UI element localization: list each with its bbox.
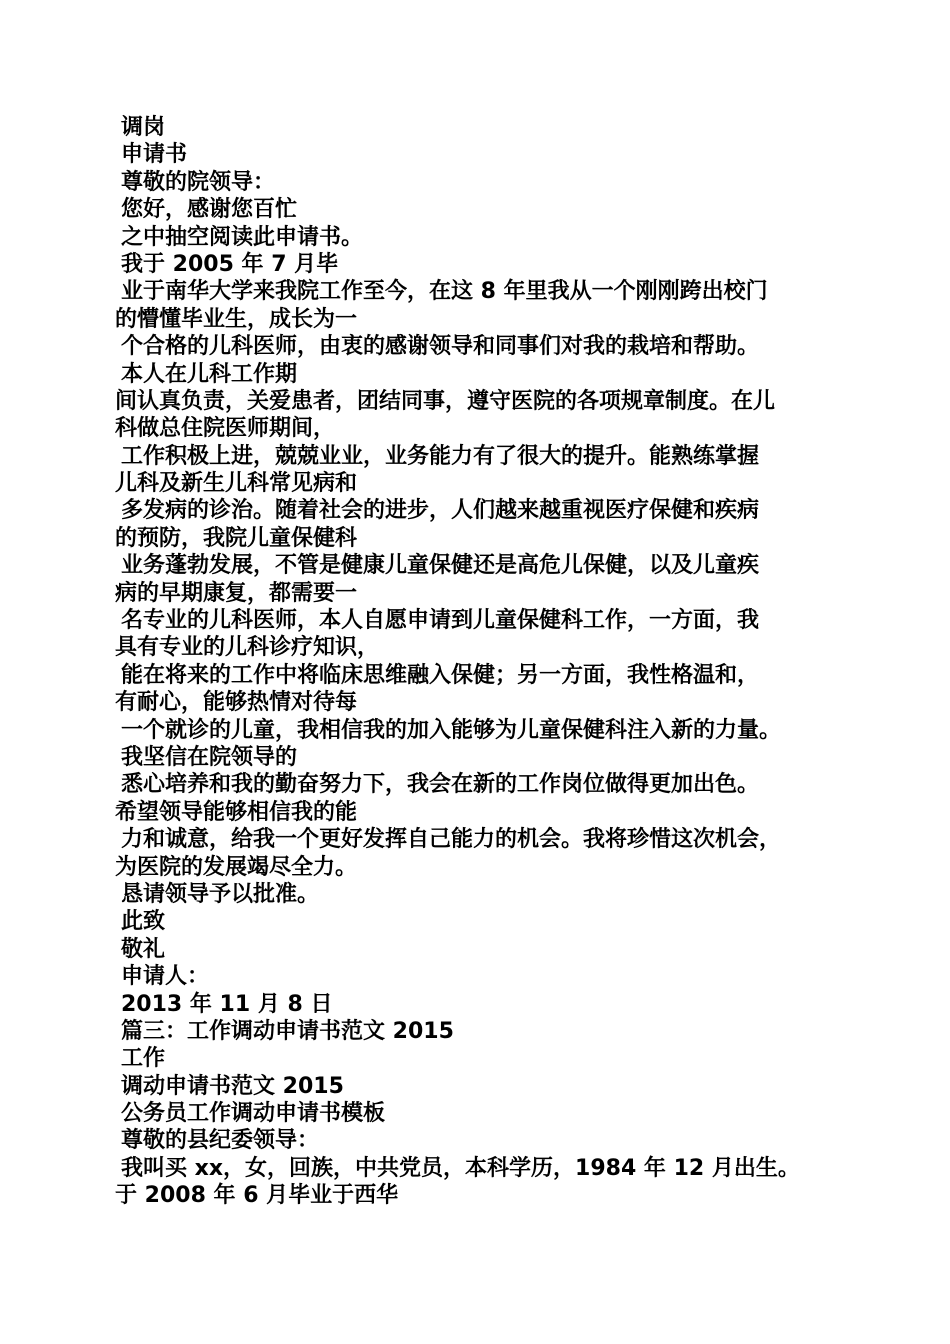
document-line: 我坚信在院领导的 — [121, 744, 298, 770]
document-line: 调岗 — [121, 115, 166, 140]
document-line: 一个就诊的儿童，我相信我的加入能够为儿童保健科注入新的力量。 — [121, 717, 782, 743]
document-line: 恳请领导予以批准。 — [121, 881, 320, 907]
document-line: 个合格的儿科医师，由衷的感谢领导和同事们对我的栽培和帮助。 — [121, 334, 760, 360]
document-line: 篇三：工作调动申请书范文 2015 — [121, 1018, 454, 1044]
document-line: 我于 2005 年 7 月毕 — [121, 251, 339, 277]
document-line: 能在将来的工作中将临床思维融入保健；另一方面，我性格温和， — [121, 662, 760, 688]
document-line: 本人在儿科工作期 — [121, 361, 298, 387]
document-line: 您好，感谢您百忙 — [121, 197, 298, 223]
document-line: 希望领导能够相信我的能 — [115, 799, 358, 825]
document-line: 公务员工作调动申请书模板 — [121, 1101, 386, 1127]
document-line: 工作 — [121, 1046, 166, 1072]
document-line: 敬礼 — [121, 936, 166, 962]
document-line: 儿科及新生儿科常见病和 — [115, 471, 358, 497]
document-line: 业于南华大学来我院工作至今，在这 8 年里我从一个刚刚跨出校门 — [121, 279, 768, 305]
document-line: 调动申请书范文 2015 — [121, 1073, 344, 1099]
document-line: 尊敬的县纪委领导： — [121, 1128, 320, 1154]
document-line: 的懵懂毕业生，成长为一 — [115, 306, 358, 332]
document-line: 的预防，我院儿童保健科 — [115, 525, 358, 551]
document-line: 悉心培养和我的勤奋努力下，我会在新的工作岗位做得更加出色。 — [121, 772, 760, 798]
document-line: 有耐心，能够热情对待每 — [115, 690, 358, 716]
document-line: 申请人： — [121, 964, 210, 990]
document-line: 此致 — [121, 909, 166, 935]
document-line: 间认真负责，关爱患者，团结同事，遵守医院的各项规章制度。在儿 — [115, 388, 776, 414]
document-line: 具有专业的儿科诊疗知识， — [115, 635, 380, 661]
document-line: 科做总住院医师期间， — [115, 416, 336, 442]
document-line: 工作积极上进，兢兢业业，业务能力有了很大的提升。能熟练掌握 — [121, 443, 760, 469]
document-line: 于 2008 年 6 月毕业于西华 — [115, 1183, 399, 1209]
document-line: 我叫买 xx，女，回族，中共党员，本科学历，1984 年 12 月出生。 — [121, 1155, 800, 1181]
document-line: 申请书 — [121, 142, 188, 168]
document-line: 2013 年 11 月 8 日 — [121, 991, 333, 1017]
document-line: 名专业的儿科医师，本人自愿申请到儿童保健科工作，一方面，我 — [121, 608, 760, 634]
document-line: 之中抽空阅读此申请书。 — [121, 224, 364, 250]
document-line: 尊敬的院领导： — [121, 169, 276, 195]
document-line: 为医院的发展竭尽全力。 — [115, 854, 358, 880]
document-line: 力和诚意，给我一个更好发挥自己能力的机会。我将珍惜这次机会， — [121, 827, 782, 853]
document-line: 业务蓬勃发展，不管是健康儿童保健还是高危儿保健，以及儿童疾 — [121, 553, 760, 579]
document-line: 多发病的诊治。随着社会的进步，人们越来越重视医疗保健和疾病 — [121, 498, 760, 524]
document-body — [115, 114, 845, 1210]
document-line: 病的早期康复，都需要一 — [115, 580, 358, 606]
